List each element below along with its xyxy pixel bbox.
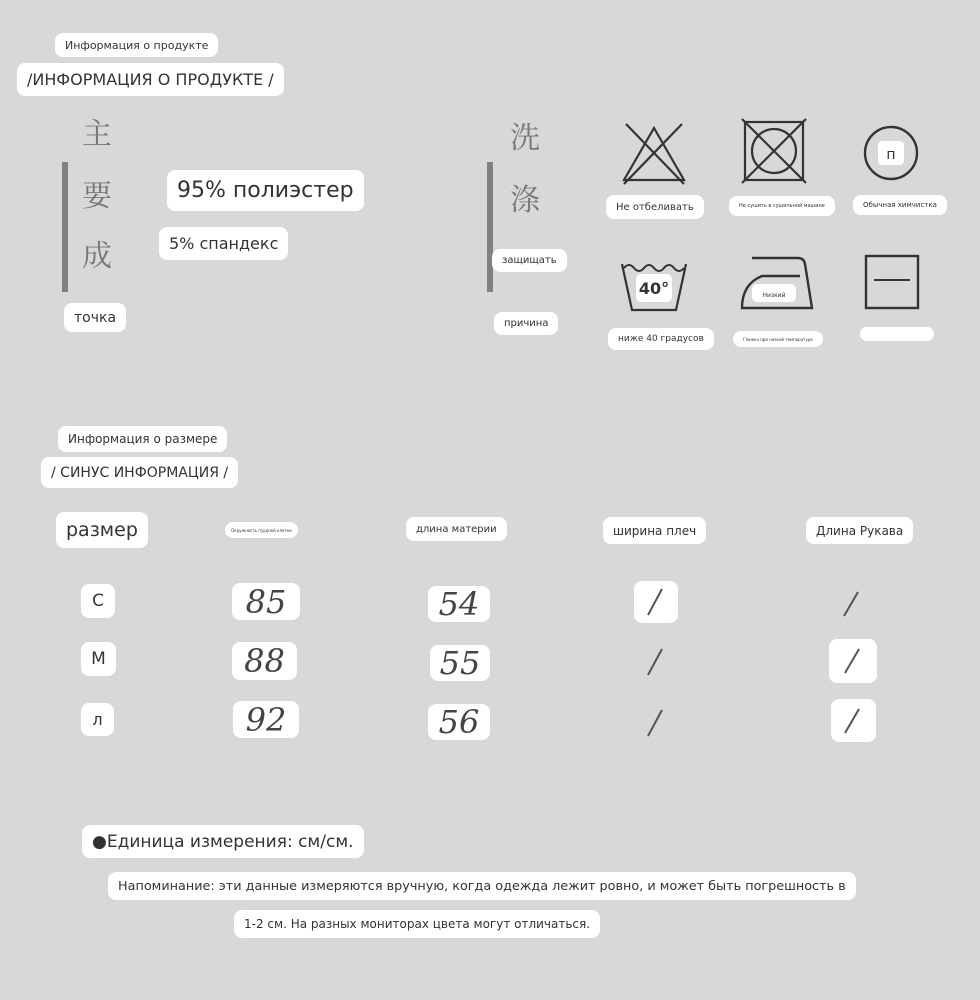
- header-length: длина материи: [406, 517, 507, 541]
- reminder-line-1: Напоминание: эти данные измеряются вручную, когда одежда лежит ровно, и может быть погрешность в: [108, 872, 856, 900]
- product-info-title: /ИНФОРМАЦИЯ О ПРОДУКТЕ /: [17, 63, 284, 96]
- size-cell: С: [81, 584, 115, 618]
- composition-char: 要: [82, 179, 112, 214]
- iron-level-symbol: Низкий: [762, 292, 786, 299]
- washing-bar: [487, 162, 493, 292]
- length-cell: 56: [428, 704, 490, 740]
- size-info-title: / СИНУС ИНФОРМАЦИЯ /: [41, 457, 238, 488]
- sleeve-dash: [829, 639, 877, 683]
- header-shoulder: ширина плеч: [603, 517, 706, 544]
- header-size: размер: [56, 512, 148, 548]
- no-bleach-icon: [620, 120, 688, 186]
- iron-low-label: Глажка при низкой температуре: [733, 331, 823, 347]
- composition-char: 成: [82, 239, 112, 274]
- shoulder-dash: [634, 641, 678, 683]
- washing-char: 洗: [510, 121, 540, 156]
- shoulder-dash: [634, 581, 678, 623]
- wash-40-icon: [618, 252, 690, 314]
- length-cell: 54: [428, 586, 490, 622]
- material-spandex: 5% спандекс: [159, 227, 288, 260]
- washing-label-protect: защищать: [492, 249, 567, 272]
- washing-char: 涤: [510, 183, 540, 218]
- composition-char: 主: [82, 117, 112, 152]
- sleeve-dash: [831, 699, 876, 742]
- length-cell: 55: [430, 645, 490, 681]
- no-tumble-dry-label: Не сушить в сушильной машине: [729, 196, 835, 216]
- product-info-tag: Информация о продукте: [55, 33, 218, 57]
- wash-40-label: ниже 40 градусов: [608, 328, 714, 350]
- size-cell: М: [81, 642, 116, 676]
- size-info-tag: Информация о размере: [58, 426, 227, 452]
- line-dry-icon: [862, 252, 922, 312]
- size-cell: л: [81, 703, 114, 736]
- sleeve-dash: [832, 584, 876, 624]
- no-bleach-label: Не отбеливать: [606, 195, 704, 219]
- header-sleeve: Длина Рукава: [806, 517, 913, 544]
- dry-clean-symbol: п: [886, 147, 896, 163]
- iron-low-icon: [738, 254, 816, 314]
- material-polyester: 95% полиэстер: [167, 170, 364, 211]
- chest-cell: 85: [232, 583, 300, 620]
- line-dry-label: [860, 327, 934, 341]
- reminder-line-2: 1-2 см. На разных мониторах цвета могут отличаться.: [234, 910, 600, 938]
- no-tumble-dry-icon: [740, 117, 808, 185]
- chest-cell: 92: [233, 701, 299, 738]
- dry-clean-p-icon: [862, 124, 920, 182]
- chest-cell: 88: [232, 642, 297, 680]
- composition-bar: [62, 162, 68, 292]
- shoulder-dash: [634, 702, 678, 744]
- composition-caption: точка: [64, 303, 126, 332]
- header-chest: Окружность грудной клетки: [225, 522, 298, 538]
- wash-temp-symbol: 40°: [638, 279, 670, 298]
- washing-label-reason: причина: [494, 312, 558, 335]
- unit-note: ●Единица измерения: см/см.: [82, 825, 364, 858]
- dry-clean-label: Обычная химчистка: [853, 195, 947, 215]
